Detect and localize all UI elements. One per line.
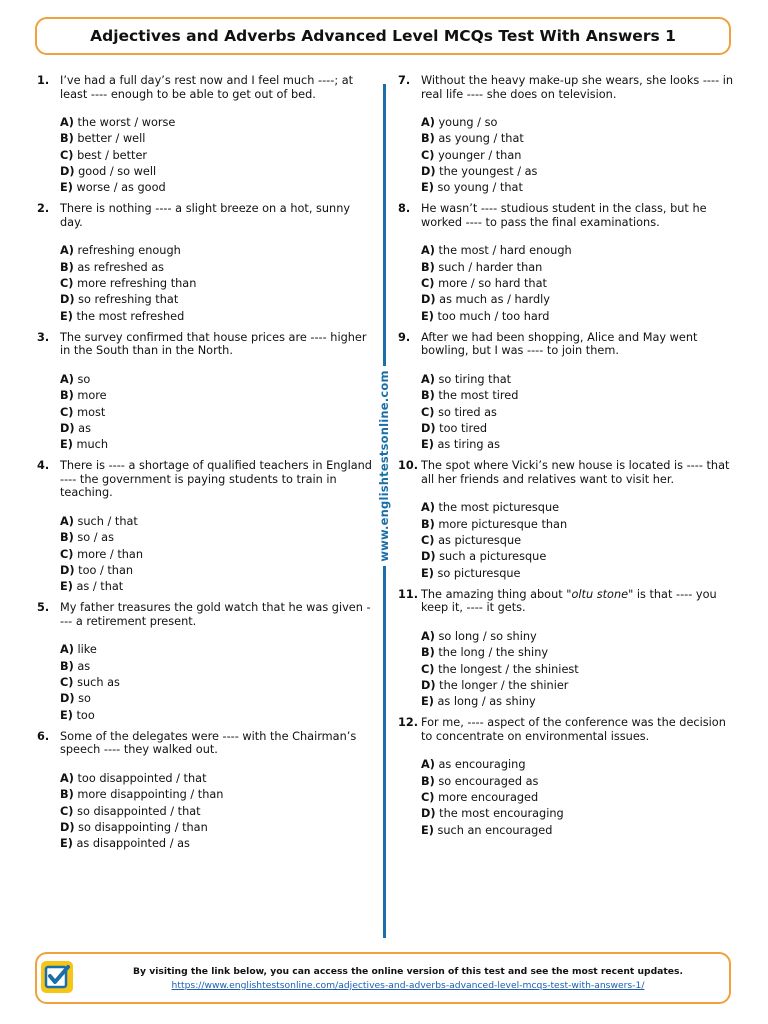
answer-option[interactable] — [421, 678, 736, 694]
answer-option[interactable] — [421, 774, 736, 790]
question-stem: After we had been shopping, Alice and May went bowling, but I was ---- to join them. — [421, 330, 698, 358]
option-letter: C) — [421, 405, 435, 419]
answer-option[interactable] — [60, 437, 373, 453]
option-letter: D) — [421, 550, 436, 564]
answer-option[interactable] — [421, 629, 736, 645]
option-text: such / harder than — [438, 260, 543, 274]
option-letter: D) — [60, 692, 75, 706]
answer-option[interactable] — [60, 405, 373, 421]
question-number: 11. — [398, 587, 419, 601]
question-item — [37, 74, 373, 196]
question-stem: There is nothing ---- a slight breeze on a hot, sunny day. — [60, 202, 351, 229]
option-text: as young / that — [438, 132, 524, 146]
answer-option[interactable] — [421, 180, 736, 196]
answer-option[interactable] — [421, 405, 736, 421]
option-text: so picturesque — [437, 566, 521, 580]
option-text: good / so well — [78, 164, 157, 178]
question-number: 12. — [398, 716, 419, 730]
option-letter: E) — [60, 309, 73, 323]
question-item — [398, 588, 736, 710]
page-title: Adjectives and Adverbs Advanced Level MCQs Test With Answers 1 — [90, 27, 676, 45]
answer-option[interactable] — [60, 164, 373, 180]
option-text: such as — [77, 676, 120, 690]
answer-option[interactable] — [421, 276, 736, 292]
option-letter: D) — [421, 164, 436, 178]
option-letter: C) — [421, 148, 435, 162]
left-column — [37, 74, 373, 858]
answer-option[interactable] — [421, 790, 736, 806]
option-letter: C) — [60, 148, 74, 162]
answer-option[interactable] — [421, 388, 736, 404]
option-text: so disappointed / that — [77, 804, 201, 818]
question-stem: He wasn’t ---- studious student in the class, but he worked ---- to pass the final examinations. — [421, 202, 707, 229]
answer-option[interactable] — [421, 421, 736, 437]
answer-option[interactable] — [421, 645, 736, 661]
option-letter: C) — [421, 534, 435, 548]
option-text: so — [78, 692, 91, 706]
answer-option[interactable] — [421, 566, 736, 582]
option-text: such / that — [77, 514, 138, 528]
option-letter: B) — [60, 260, 74, 274]
answer-option[interactable] — [60, 820, 373, 836]
option-text: more encouraged — [438, 791, 539, 805]
option-letter: C) — [421, 791, 435, 805]
answer-option[interactable] — [60, 547, 373, 563]
option-text: so / as — [77, 531, 114, 545]
question-number: 5. — [37, 601, 50, 615]
question-stem-part: " is that ---- you keep it, ---- it gets. — [421, 587, 717, 615]
question-stem: There is ---- a shortage of qualified teachers in England ---- the government is paying students to train in teaching. — [60, 459, 372, 500]
question-item — [37, 601, 373, 723]
option-text: more — [77, 389, 107, 403]
answer-option[interactable] — [421, 437, 736, 453]
question-item — [398, 459, 736, 581]
option-text: too / than — [78, 563, 134, 577]
option-text: more disappointing / than — [77, 788, 224, 802]
question-stem: For me, ---- aspect of the conference was the decision to concentrate on environmental issues. — [421, 716, 726, 743]
option-letter: D) — [60, 563, 75, 577]
option-text: as refreshed as — [77, 260, 165, 274]
option-text: like — [77, 643, 97, 657]
option-text: younger / than — [438, 148, 522, 162]
question-stem-part: The amazing thing about " — [421, 587, 572, 601]
option-text: best / better — [77, 148, 148, 162]
option-text: more / so hard that — [438, 277, 547, 291]
option-letter: E) — [421, 309, 434, 323]
answer-option[interactable] — [421, 131, 736, 147]
question-number: 1. — [37, 74, 50, 87]
option-letter: E) — [421, 823, 434, 837]
question-item — [398, 74, 736, 196]
option-text: the most encouraging — [439, 807, 564, 821]
option-letter: D) — [421, 293, 436, 307]
option-letter: B) — [60, 389, 74, 403]
option-letter: B) — [60, 531, 74, 545]
option-text: so young / that — [437, 181, 523, 195]
answer-option[interactable] — [60, 514, 373, 530]
option-text: as / that — [76, 580, 124, 594]
question-stem: I’ve had a full day’s rest now and I feel much ----; at least ---- enough to be able to get out of bed. — [60, 74, 354, 101]
answer-option[interactable] — [421, 243, 736, 259]
option-letter: D) — [60, 293, 75, 307]
answer-option[interactable] — [421, 164, 736, 180]
option-text: more picturesque than — [438, 517, 568, 531]
option-text: as — [78, 421, 91, 435]
option-text: the most refreshed — [76, 309, 185, 323]
question-stem: Some of the delegates were ---- with the Chairman’s speech ---- they walked out. — [60, 729, 357, 757]
answer-option[interactable] — [421, 309, 736, 325]
option-letter: B) — [421, 517, 435, 531]
answer-option[interactable] — [421, 148, 736, 164]
answer-option[interactable] — [60, 148, 373, 164]
option-letter: D) — [421, 421, 436, 435]
question-item — [398, 202, 736, 324]
option-text: the longer / the shinier — [439, 678, 569, 692]
footer-notice: By visiting the link below, you can access the online version of this test and see the most recent updates. — [133, 966, 683, 977]
option-letter: B) — [421, 646, 435, 660]
option-text: so long / so shiny — [438, 629, 537, 643]
option-text: the most tired — [438, 389, 519, 403]
option-letter: C) — [60, 547, 74, 561]
question-number: 7. — [398, 74, 411, 87]
option-letter: C) — [60, 405, 74, 419]
option-text: so tired as — [438, 405, 497, 419]
option-text: so disappointing / than — [78, 820, 208, 834]
option-letter: D) — [60, 421, 75, 435]
option-text: the longest / the shiniest — [438, 662, 579, 676]
answer-option[interactable] — [60, 836, 373, 852]
option-text: as disappointed / as — [76, 837, 190, 851]
question-number: 2. — [37, 202, 50, 216]
option-text: as tiring as — [437, 438, 500, 452]
answer-option[interactable] — [60, 292, 373, 308]
question-item — [37, 202, 373, 324]
option-text: more refreshing than — [77, 277, 197, 291]
option-text: worse / as good — [76, 181, 166, 195]
option-letter: A) — [421, 501, 435, 515]
answer-option[interactable] — [60, 260, 373, 276]
answer-option[interactable] — [60, 115, 373, 131]
option-letter: E) — [60, 181, 73, 195]
question-stem — [421, 588, 736, 615]
option-text: the worst / worse — [77, 116, 176, 129]
answer-option[interactable] — [60, 675, 373, 691]
answer-option[interactable] — [60, 771, 373, 787]
question-stem: Without the heavy make-up she wears, she looks ---- in real life ---- she does on television. — [421, 74, 734, 101]
right-column — [398, 74, 736, 845]
answer-option[interactable] — [421, 500, 736, 516]
option-letter: A) — [421, 372, 435, 386]
question-stem: The spot where Vicki’s new house is located is ---- that all her friends and relatives want to visit her. — [421, 459, 730, 486]
option-letter: E) — [60, 438, 73, 452]
question-number: 3. — [37, 330, 50, 344]
question-item — [398, 716, 736, 838]
question-stem-emphasis: oltu stone — [571, 587, 629, 601]
answer-option[interactable] — [421, 115, 736, 131]
option-letter: A) — [60, 514, 74, 528]
answer-option[interactable] — [421, 372, 736, 388]
answer-option[interactable] — [421, 823, 736, 839]
option-text: too much / too hard — [437, 309, 550, 323]
option-text: as encouraging — [438, 758, 526, 772]
question-item — [398, 331, 736, 453]
option-letter: A) — [421, 629, 435, 643]
answer-option[interactable] — [421, 260, 736, 276]
answer-option[interactable] — [60, 579, 373, 595]
option-text: better / well — [77, 132, 146, 146]
option-letter: B) — [421, 132, 435, 146]
question-number: 10. — [398, 459, 419, 473]
option-letter: D) — [421, 678, 436, 692]
option-letter: E) — [60, 837, 73, 851]
question-stem: The survey confirmed that house prices are ---- higher in the South than in the North. — [60, 330, 367, 358]
answer-option[interactable] — [60, 243, 373, 259]
option-text: too tired — [439, 421, 488, 435]
option-letter: D) — [421, 807, 436, 821]
question-stem: My father treasures the gold watch that he was given ---- a retirement present. — [60, 601, 371, 628]
option-letter: B) — [421, 260, 435, 274]
answer-option[interactable] — [421, 292, 736, 308]
option-letter: C) — [421, 277, 435, 291]
option-letter: B) — [421, 389, 435, 403]
question-number: 8. — [398, 202, 411, 216]
option-text: as — [77, 659, 91, 673]
footer-link[interactable]: https://www.englishtestsonline.com/adjectives-and-adverbs-advanced-level-mcqs-test-with-answers-1/ — [171, 980, 645, 991]
option-letter: D) — [60, 164, 75, 178]
option-letter: B) — [60, 788, 74, 802]
option-letter: A) — [421, 116, 435, 129]
answer-option[interactable] — [60, 691, 373, 707]
answer-option[interactable] — [60, 804, 373, 820]
option-letter: B) — [421, 774, 435, 788]
answer-option[interactable] — [421, 694, 736, 710]
option-letter: E) — [421, 181, 434, 195]
option-text: so refreshing that — [78, 293, 179, 307]
title-banner — [35, 17, 731, 55]
answer-option[interactable] — [421, 517, 736, 533]
answer-option[interactable] — [60, 372, 373, 388]
answer-option[interactable] — [60, 421, 373, 437]
option-text: young / so — [438, 116, 498, 129]
answer-option[interactable] — [60, 787, 373, 803]
option-text: too disappointed / that — [77, 771, 207, 785]
option-letter: A) — [60, 372, 74, 386]
option-letter: E) — [421, 566, 434, 580]
answer-option[interactable] — [60, 388, 373, 404]
question-number: 9. — [398, 330, 411, 344]
option-text: the long / the shiny — [438, 646, 549, 660]
option-letter: A) — [60, 771, 74, 785]
option-letter: A) — [60, 244, 74, 258]
footer-banner — [35, 952, 731, 1004]
answer-option[interactable] — [60, 309, 373, 325]
option-letter: B) — [60, 659, 74, 673]
question-number: 4. — [37, 459, 50, 473]
answer-option[interactable] — [421, 533, 736, 549]
answer-option[interactable] — [421, 806, 736, 822]
option-letter: C) — [60, 804, 74, 818]
vertical-watermark: www.englishtestsonline.com — [377, 370, 391, 562]
answer-option[interactable] — [421, 549, 736, 565]
answer-option[interactable] — [60, 708, 373, 724]
question-item — [37, 730, 373, 852]
option-text: so — [77, 372, 91, 386]
question-item — [37, 331, 373, 453]
answer-option[interactable] — [60, 642, 373, 658]
option-letter: A) — [60, 643, 74, 657]
option-text: so tiring that — [438, 372, 512, 386]
option-text: so encouraged as — [438, 774, 539, 788]
answer-option[interactable] — [60, 563, 373, 579]
option-letter: B) — [60, 132, 74, 146]
answer-option[interactable] — [60, 276, 373, 292]
question-number: 6. — [37, 729, 50, 743]
option-letter: C) — [60, 676, 74, 690]
option-letter: E) — [421, 438, 434, 452]
checkbox-logo-icon — [41, 961, 73, 993]
option-text: as long / as shiny — [437, 695, 536, 709]
option-text: the most / hard enough — [438, 244, 572, 258]
option-letter: A) — [421, 244, 435, 258]
option-text: too — [76, 708, 95, 722]
option-letter: A) — [60, 116, 74, 129]
option-letter: A) — [421, 758, 435, 772]
column-divider-bottom — [383, 566, 386, 938]
option-letter: E) — [60, 580, 73, 594]
answer-option[interactable] — [60, 530, 373, 546]
answer-option[interactable] — [421, 757, 736, 773]
option-text: refreshing enough — [77, 244, 181, 258]
option-text: as picturesque — [438, 534, 522, 548]
option-text: the youngest / as — [439, 164, 538, 178]
option-text: most — [77, 405, 106, 419]
option-letter: C) — [60, 277, 74, 291]
option-letter: D) — [60, 820, 75, 834]
option-text: such an encouraged — [437, 823, 553, 837]
option-text: much — [76, 438, 109, 452]
option-letter: E) — [60, 708, 73, 722]
option-text: as much as / hardly — [439, 293, 550, 307]
option-letter: E) — [421, 695, 434, 709]
option-text: such a picturesque — [439, 550, 547, 564]
column-divider-top — [383, 84, 386, 366]
answer-option[interactable] — [60, 180, 373, 196]
option-letter: C) — [421, 662, 435, 676]
answer-option[interactable] — [421, 662, 736, 678]
question-item — [37, 459, 373, 595]
option-text: the most picturesque — [438, 501, 560, 515]
answer-option[interactable] — [60, 131, 373, 147]
option-text: more / than — [77, 547, 143, 561]
answer-option[interactable] — [60, 659, 373, 675]
